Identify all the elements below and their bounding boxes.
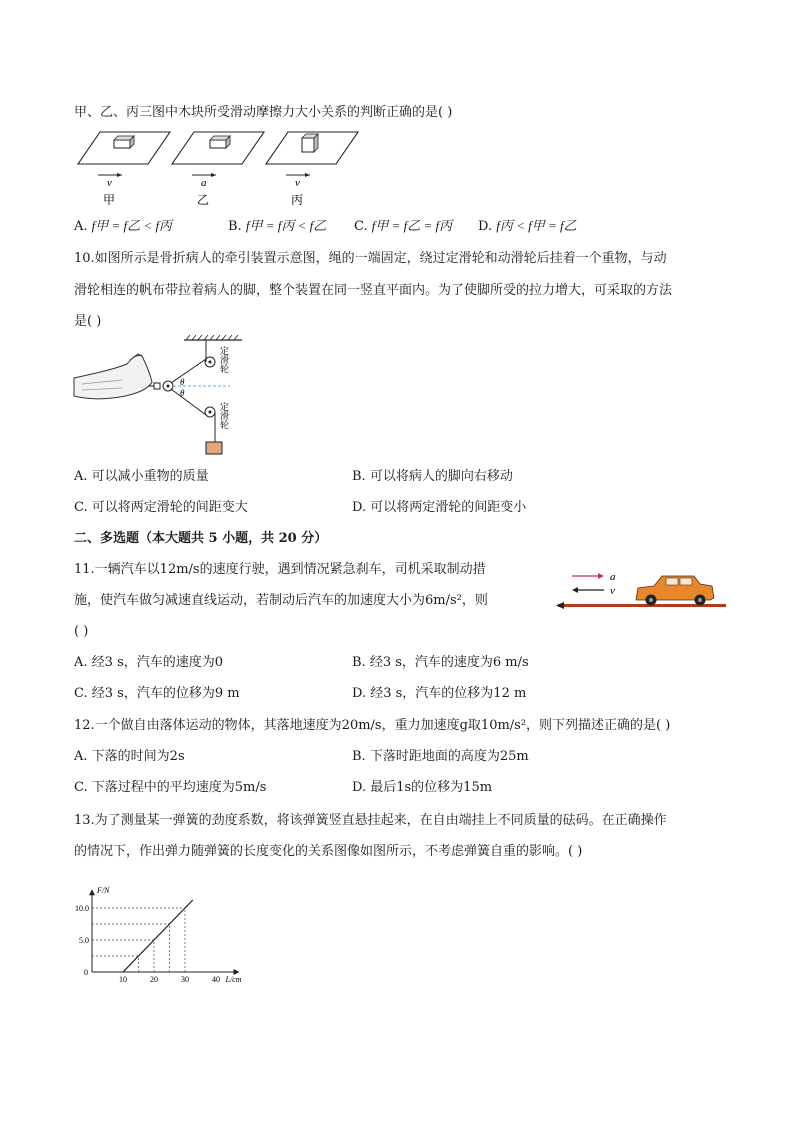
- q12-option-b[interactable]: B. 下落时距地面的高度为25m: [352, 749, 529, 764]
- chart-guides: [92, 908, 185, 972]
- q9-panel-label-1: 甲: [103, 193, 116, 207]
- x-tick-label: 30: [181, 975, 189, 984]
- q11-a-label: a: [610, 571, 616, 583]
- y-axis-label: F/N: [97, 886, 110, 896]
- q9-arrow-label-2: a: [201, 177, 207, 189]
- series-line: [123, 900, 193, 972]
- chart-line: [123, 900, 193, 972]
- origin-label: 0: [84, 968, 88, 977]
- q10-pulley-label-upper: 定滑轮: [219, 346, 229, 373]
- q9-panel-yi: [172, 132, 264, 177]
- x-axis-label: L/cm: [225, 975, 242, 984]
- q11-stem-line3: ( ): [74, 624, 89, 639]
- q11-stem-line2: 施，使汽车做匀减速直线运动，若制动后汽车的加速度大小为6m/s²，则: [74, 593, 488, 608]
- q10-stem-line1: 10.如图所示是骨折病人的牵引装置示意图，绳的一端固定，绕过定滑轮和动滑轮后挂着一个重物，与动: [74, 251, 667, 266]
- q10-traction-figure: [72, 334, 262, 464]
- q10-option-a[interactable]: A. 可以减小重物的质量: [74, 469, 209, 484]
- q9-panel-jia: [78, 132, 170, 177]
- q10-theta-upper: θ: [180, 377, 185, 387]
- y-axis-arrow: [89, 889, 95, 895]
- q9-option-c[interactable]: C. f甲 = f乙 = f丙: [354, 218, 453, 234]
- q9-panel-bing: [266, 132, 358, 177]
- q11-car-figure: [554, 566, 732, 618]
- y-tick-label: 5.0: [79, 936, 89, 945]
- q9-panel-label-2: 乙: [197, 193, 210, 207]
- q12-option-c[interactable]: C. 下落过程中的平均速度为5m/s: [74, 780, 267, 795]
- q9-figure: [70, 128, 390, 208]
- x-tick-label: 40: [212, 975, 220, 984]
- q11-option-a[interactable]: A. 经3 s，汽车的速度为0: [74, 655, 224, 670]
- q10-option-d[interactable]: D. 可以将两定滑轮的间距变小: [352, 500, 527, 515]
- q10-stem-line3: 是( ): [74, 314, 102, 329]
- q13-force-length-chart: [70, 868, 270, 988]
- q9-option-d[interactable]: D. f丙 < f甲 = f乙: [478, 218, 577, 234]
- section-heading-multi-choice: 二、多选题（本大题共 5 小题，共 20 分）: [74, 531, 328, 546]
- q11-option-c[interactable]: C. 经3 s，汽车的位移为9 m: [74, 686, 240, 701]
- x-tick-label: 10: [119, 975, 127, 984]
- q10-pulley-label-lower: 定滑轮: [219, 402, 229, 429]
- q10-option-c[interactable]: C. 可以将两定滑轮的间距变大: [74, 500, 248, 515]
- q12-option-d[interactable]: D. 最后1s的位移为15m: [352, 780, 493, 795]
- chart-axes: [89, 889, 240, 975]
- q10-option-b[interactable]: B. 可以将病人的脚向右移动: [352, 469, 513, 484]
- q9-option-b[interactable]: B. f甲 = f丙 < f乙: [228, 218, 327, 234]
- q10-stem-line2: 滑轮相连的帆布带拉着病人的脚，整个装置在同一竖直平面内。为了使脚所受的拉力增大，可采取的方法: [74, 283, 673, 298]
- q9-stem: 甲、乙、丙三图中木块所受滑动摩擦力大小关系的判断正确的是( ): [74, 105, 453, 120]
- q10-theta-lower: θ: [180, 388, 185, 398]
- q9-option-a[interactable]: A. f甲 = f乙 < f丙: [74, 218, 173, 234]
- q13-stem-line1: 13.为了测量某一弹簧的劲度系数，将该弹簧竖直悬挂起来，在自由端挂上不同质量的砝码。在正确操作: [74, 813, 667, 828]
- q11-stem-line1: 11.一辆汽车以12m/s的速度行驶，遇到情况紧急刹车，司机采取制动措: [74, 562, 486, 577]
- y-tick-label: 10.0: [75, 904, 89, 913]
- q11-option-d[interactable]: D. 经3 s，汽车的位移为12 m: [352, 686, 527, 701]
- q11-option-b[interactable]: B. 经3 s，汽车的速度为6 m/s: [352, 655, 529, 670]
- q9-arrow-label-3: v: [295, 177, 300, 189]
- x-tick-label: 20: [150, 975, 158, 984]
- q9-panel-label-3: 丙: [291, 193, 304, 207]
- q13-stem-line2: 的情况下，作出弹力随弹簧的长度变化的关系图像如图所示，不考虑弹簧自重的影响。( ): [74, 844, 583, 859]
- q12-option-a[interactable]: A. 下落的时间为2s: [74, 749, 185, 764]
- q11-v-label: v: [610, 585, 615, 597]
- q9-arrow-label-1: v: [107, 177, 112, 189]
- q12-stem: 12.一个做自由落体运动的物体，其落地速度为20m/s，重力加速度g取10m/s²，则下列描述正确的是( ): [74, 718, 671, 733]
